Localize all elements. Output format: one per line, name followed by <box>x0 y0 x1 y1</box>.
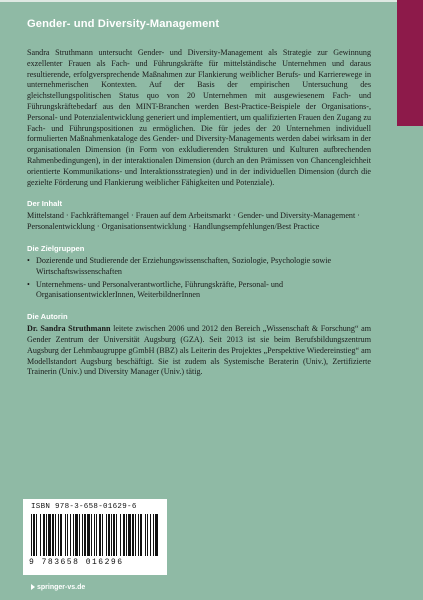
barcode-stripe <box>132 514 134 556</box>
barcode-stripe <box>106 514 107 556</box>
barcode-stripe <box>153 514 154 556</box>
arrow-icon <box>31 584 35 590</box>
barcode-box <box>23 499 167 575</box>
barcode-stripe <box>65 514 66 556</box>
barcode-stripe <box>55 514 56 556</box>
barcode-stripe <box>84 514 86 556</box>
section-heading-autorin: Die Autorin <box>27 312 68 322</box>
barcode-stripe <box>52 514 54 556</box>
section-heading-inhalt: Der Inhalt <box>27 199 63 209</box>
barcode-stripe <box>67 514 68 556</box>
barcode-stripe <box>70 514 71 556</box>
zielgruppen-list <box>27 256 371 301</box>
barcode-bars <box>31 514 161 556</box>
barcode-stripe <box>155 514 158 556</box>
inhalt-text: Mittelstand · Fachkräftemangel · Frauen auf dem Arbeitsmarkt · Gender- und Diversity-Management · Personalentwicklung · Organisationsentwicklung · Handlungsempfehlungen/Best Practice <box>27 211 360 232</box>
barcode-stripe <box>75 514 78 556</box>
barcode-stripe <box>94 514 95 556</box>
back-cover-text <box>27 18 371 378</box>
barcode-stripe <box>91 514 92 556</box>
accent-bar <box>397 0 423 126</box>
barcode-stripe <box>40 514 41 556</box>
website-text: springer-vs.de <box>37 584 86 591</box>
barcode-stripe <box>135 514 136 556</box>
author-name: Dr. Sandra Struthmann <box>27 324 111 334</box>
book-title: Gender- und Diversity-Management <box>27 18 220 30</box>
barcode-stripe <box>145 514 146 556</box>
barcode-stripe <box>147 514 148 556</box>
blurb-paragraph: Sandra Struthmann untersucht Gender- und Diversity-Management als Strategie zur Gewinnung exzellenter Frauen als Fach- und Führungskräfte für mittelständische Unternehmen und daraus resultierende, erfolgversprechende Maßnahmen zur Flankierung weiblicher Berufs- und Karrierewege in unternehmerischen Kontexten. Auf der Basis der empirischen Untersuchung des gleichstellungspolitischen Status quo von 20 Unternehmen mit ausgewiesenem Fach- und Führungskräftebedarf aus den MINT-Branchen werden Best-Practice-Beispiele der Organisations-, Personal- und Potenzialentwicklung generiert und implementiert, um qualifizierten Frauen den Zugang zu Fach- und Führungspositionen zu ermöglichen. Die für jedes der 20 Unternehmen individuell formulierten Maßnahmenkataloge des Gender- und Diversity-Managements werden dabei wirksam in der organisationalen Dimension (in Form von exkludierenden Strukturen und Kulturen aufbrechenden Rahmenbedingungen), in der interaktionalen Dimension (durch an den Prämissen von Chancengleichheit orientierte Kommunikations- und Interaktionsstrategien) und in der individuellen Dimension (durch die gezielte Förderung und Flankierung weiblicher Fähigkeiten und Potenziale). <box>27 48 371 187</box>
barcode-stripe <box>46 514 47 556</box>
barcode-stripe <box>96 514 97 556</box>
barcode-stripe <box>43 514 45 556</box>
author-bio <box>27 324 371 378</box>
barcode-stripe <box>36 514 37 556</box>
barcode-stripe <box>113 514 115 556</box>
barcode-stripe <box>126 514 127 556</box>
barcode-stripe <box>99 514 101 556</box>
top-rule <box>0 0 423 2</box>
barcode-stripe <box>138 514 139 556</box>
barcode-stripe <box>31 514 32 556</box>
barcode-stripe <box>123 514 125 556</box>
barcode-stripe <box>58 514 59 556</box>
barcode-stripe <box>140 514 142 556</box>
barcode-stripe <box>60 514 62 556</box>
section-heading-zielgruppen: Die Zielgruppen <box>27 243 85 253</box>
barcode-stripe <box>108 514 110 556</box>
barcode-stripe <box>33 514 35 556</box>
barcode-stripe <box>73 514 74 556</box>
barcode-stripe <box>116 514 117 556</box>
barcode-stripe <box>102 514 103 556</box>
barcode-stripe <box>111 514 112 556</box>
list-item: • Dozierende und Studierende der Erziehungswissenschaften, Soziologie, Psychologie sowie Wirtschaftswissenschaften <box>27 256 371 278</box>
ean-digits: 9 783658 016296 <box>29 558 124 567</box>
publisher-website <box>31 584 85 591</box>
barcode-stripe <box>82 514 83 556</box>
isbn-label: ISBN 978-3-658-01629-6 <box>31 503 137 511</box>
barcode-stripe <box>128 514 131 556</box>
list-item: • Unternehmens- und Personalverantwortliche, Führungskräfte, Personal- und OrganisationsentwicklerInnen, WeiterbildnerInnen <box>27 280 371 302</box>
barcode-stripe <box>87 514 90 556</box>
barcode-stripe <box>48 514 51 556</box>
barcode-stripe <box>120 514 121 556</box>
barcode-stripe <box>150 514 151 556</box>
barcode-stripe <box>79 514 80 556</box>
author-bio-text: leitete zwischen 2006 und 2012 den Bereich „Wissenschaft & Forschung“ am Gender Zentrum der Universität Augsburg (GZA). Seit 2013 ist sie beim Berufsbildungszentrum Augsburg der Lehmbaugruppe gGmbH (BBZ) als Leiterin des Projektes „Perspektive Wiedereinstieg“ am Modellstandort Augsburg beschäftigt. Sie ist zudem als Systemische Beraterin (Univ.), Zertifizierte Trainerin (Univ.) und Diversity Manager (Univ.) tätig. <box>27 324 371 377</box>
